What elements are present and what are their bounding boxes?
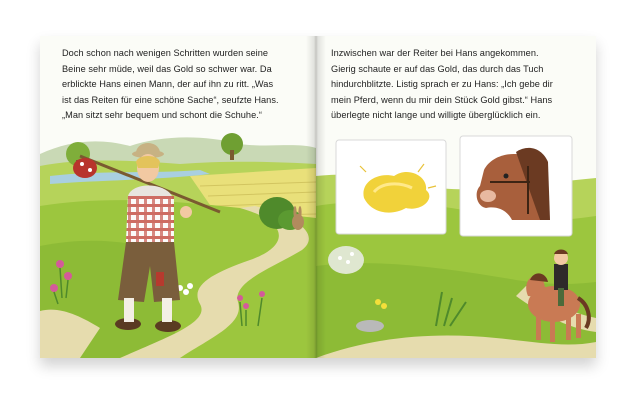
text-line: hindurchblitzte. Listig sprach er zu Hans: „Ich gebe dir <box>331 79 553 90</box>
text-line: Beine sehr müde, weil das Gold so schwer war. Da <box>62 63 272 74</box>
horse-card <box>460 136 572 236</box>
gold-card <box>336 140 446 234</box>
left-page-text <box>62 46 302 124</box>
text-line: „Man sitzt sehr bequem und schont die Schuhe.“ <box>62 110 262 121</box>
text-line: mein Pferd, wenn du mir dein Stück Gold gibst.“ Hans <box>331 94 553 105</box>
text-line: ist das Reiten für eine schöne Sache“, seufzte Hans. <box>62 94 279 105</box>
text-line: Doch schon nach wenigen Schritten wurden seine <box>62 48 269 58</box>
text-line: Gierig schaute er auf das Gold, das durch das Tuch <box>331 63 544 74</box>
text-line: Inzwischen war der Reiter bei Hans angekommen. <box>331 48 539 58</box>
text-line: erblickte Hans einen Mann, der auf ihn zu ritt. „Was <box>62 79 274 90</box>
right-page-text <box>331 46 581 124</box>
text-line: überlegte nicht lange und willigte überglücklich ein. <box>331 110 541 121</box>
